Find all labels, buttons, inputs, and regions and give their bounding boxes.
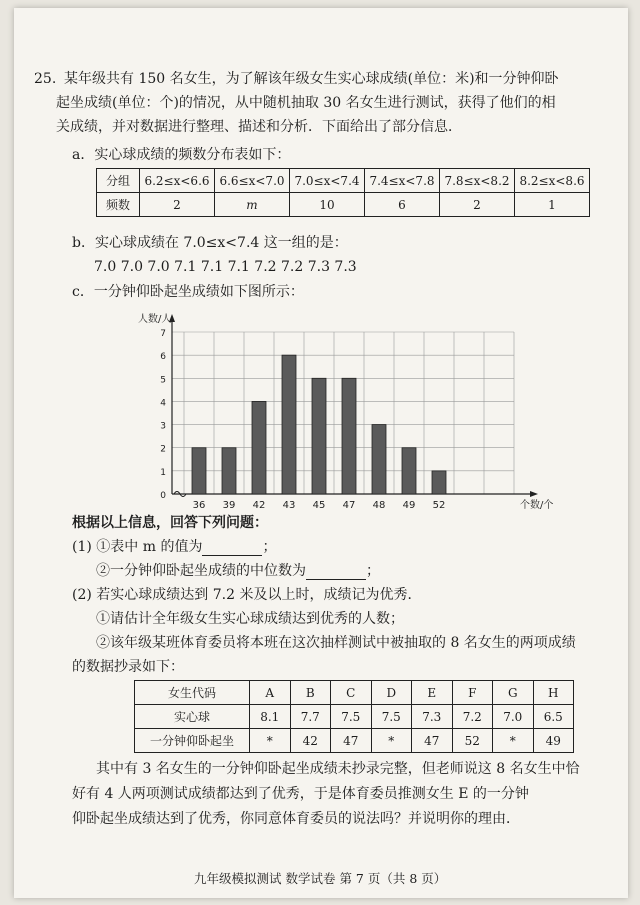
table-cell: 女生代码: [135, 681, 250, 705]
table-cell: 7.0≤x<7.4: [290, 169, 365, 193]
x-tick-label: 49: [402, 500, 416, 511]
table-cell: D: [371, 681, 412, 705]
table-cell: *: [250, 729, 291, 753]
table-cell: 47: [331, 729, 372, 753]
y-tick-label: 3: [160, 421, 166, 432]
x-tick-label: 47: [342, 500, 356, 511]
questions-prompt: 根据以上信息，回答下列问题：: [72, 515, 268, 531]
table-cell: 2: [140, 193, 215, 217]
student-table-row-situps: [135, 729, 574, 753]
x-tick-label: 43: [282, 500, 296, 511]
table-cell: 1: [515, 193, 590, 217]
x-tick-label: 45: [312, 500, 326, 511]
table-cell: E: [412, 681, 453, 705]
table-cell: 6.5: [533, 705, 574, 729]
y-tick-label: 6: [160, 352, 166, 363]
y-axis-label: 人数/人: [138, 314, 172, 325]
table-cell: 7.0: [493, 705, 534, 729]
bar: [372, 425, 386, 494]
table-cell: 47: [412, 729, 453, 753]
answer-blank-m[interactable]: [202, 541, 262, 556]
student-scores-table: [134, 680, 574, 753]
table-cell: 7.3: [412, 705, 453, 729]
page-footer: 九年级模拟测试 数学试卷 第 7 页（共 8 页）: [194, 871, 447, 886]
x-axis-label: 个数/个: [520, 500, 554, 511]
closing-line-1: 其中有 3 名女生的一分钟仰卧起坐成绩未抄录完整，但老师说这 8 名女生中恰: [96, 761, 580, 777]
table-cell: *: [371, 729, 412, 753]
x-tick-label: 48: [372, 500, 386, 511]
frequency-table-header: [97, 169, 590, 193]
q2-part-2-line-2: 的数据抄录如下：: [72, 659, 184, 675]
student-table-header: [135, 681, 574, 705]
table-cell: H: [533, 681, 574, 705]
x-axis-arrow: [530, 491, 538, 497]
intro-line-1: 某年级共有 150 名女生，为了解该年级女生实心球成绩(单位：米)和一分钟仰卧: [64, 71, 559, 87]
table-cell: 7.5: [371, 705, 412, 729]
table-cell: 7.5: [331, 705, 372, 729]
student-table-row-shotput: [135, 705, 574, 729]
table-cell: 6: [365, 193, 440, 217]
x-tick-label: 42: [252, 500, 266, 511]
table-cell: *: [493, 729, 534, 753]
bar: [192, 448, 206, 494]
bar: [252, 401, 266, 494]
bar: [402, 448, 416, 494]
closing-line-3: 仰卧起坐成绩达到了优秀，你同意体育委员的说法吗？并说明你的理由．: [72, 811, 520, 827]
table-cell: C: [331, 681, 372, 705]
q2-text: (2) 若实心球成绩达到 7.2 米及以上时，成绩记为优秀．: [72, 587, 422, 603]
frequency-table-row: [97, 193, 590, 217]
answer-blank-median[interactable]: [306, 565, 366, 580]
table-cell: F: [452, 681, 493, 705]
table-cell: 8.2≤x<8.6: [515, 169, 590, 193]
bar: [432, 471, 446, 494]
table-cell: 6.2≤x<6.6: [140, 169, 215, 193]
table-cell: m: [215, 193, 290, 217]
table-cell: 频数: [97, 193, 140, 217]
x-tick-label: 39: [222, 500, 236, 511]
table-cell: 6.6≤x<7.0: [215, 169, 290, 193]
part-c-label: c．一分钟仰卧起坐成绩如下图所示：: [72, 284, 304, 300]
q1-part-1: (1) ①表中 m 的值为 ；: [72, 539, 277, 555]
table-cell: 实心球: [135, 705, 250, 729]
q2-part-1: ①请估计全年级女生实心球成绩达到优秀的人数；: [96, 611, 404, 627]
table-cell: 2: [440, 193, 515, 217]
exam-page: [14, 8, 628, 898]
q1-part-1-text: (1) ①表中 m 的值为: [72, 539, 203, 555]
table-cell: 分组: [97, 169, 140, 193]
x-tick-label: 36: [192, 500, 206, 511]
table-cell: 7.7: [290, 705, 331, 729]
table-cell: 一分钟仰卧起坐: [135, 729, 250, 753]
part-b-values: 7.0 7.0 7.0 7.1 7.1 7.1 7.2 7.2 7.3 7.3: [94, 259, 357, 275]
bar: [282, 355, 296, 494]
bar: [222, 448, 236, 494]
x-tick-label: 52: [432, 500, 446, 511]
y-tick-label: 5: [160, 375, 166, 386]
table-cell: 7.2: [452, 705, 493, 729]
table-cell: 52: [452, 729, 493, 753]
table-cell: 7.8≤x<8.2: [440, 169, 515, 193]
y-tick-label: 4: [160, 398, 166, 409]
y-tick-label: 1: [160, 467, 166, 478]
table-cell: 10: [290, 193, 365, 217]
y-tick-label: 2: [160, 444, 166, 455]
table-cell: 49: [533, 729, 574, 753]
y-tick-label: 7: [160, 329, 166, 339]
q2-part-2-line-1: ②该年级某班体育委员将本班在这次抽样测试中被抽取的 8 名女生的两项成绩: [96, 635, 576, 651]
table-cell: 8.1: [250, 705, 291, 729]
part-b-label: b．实心球成绩在 7.0≤x<7.4 这一组的是：: [72, 235, 348, 251]
bar: [312, 378, 326, 494]
part-a-label: a．实心球成绩的频数分布表如下：: [72, 147, 291, 163]
table-cell: A: [250, 681, 291, 705]
bar: [342, 378, 356, 494]
q1-part-2: ②一分钟仰卧起坐成绩的中位数为 ；: [96, 563, 380, 579]
table-cell: B: [290, 681, 331, 705]
situp-bar-chart: [114, 304, 554, 514]
table-cell: 42: [290, 729, 331, 753]
closing-line-2: 好有 4 人两项测试成绩都达到了优秀，于是体育委员推测女生 E 的一分钟: [72, 786, 529, 802]
intro-line-2: 起坐成绩(单位：个)的情况，从中随机抽取 30 名女生进行测试，获得了他们的相: [56, 95, 556, 111]
table-cell: G: [493, 681, 534, 705]
question-number: 25.: [34, 71, 57, 87]
q1-part-2-text: ②一分钟仰卧起坐成绩的中位数为: [96, 563, 306, 579]
intro-line-3: 关成绩，并对数据进行整理、描述和分析．下面给出了部分信息．: [56, 119, 462, 135]
frequency-table: [96, 168, 590, 217]
table-cell: 7.4≤x<7.8: [365, 169, 440, 193]
y-tick-label: 0: [160, 491, 166, 501]
